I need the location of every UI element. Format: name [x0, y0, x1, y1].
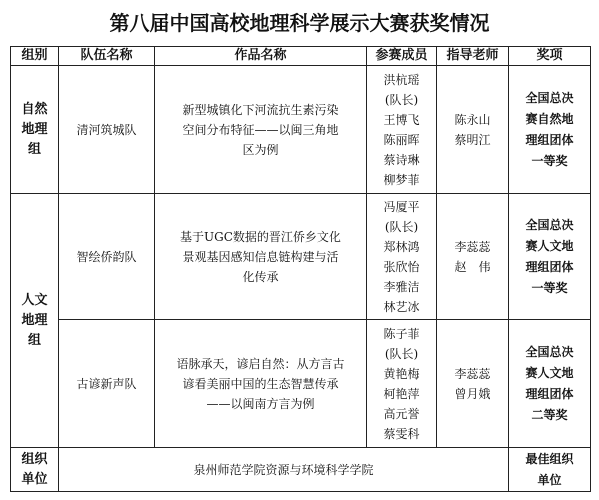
award-table	[10, 46, 591, 492]
member-name: 陈丽晖	[383, 132, 420, 147]
group-cell-natural	[11, 66, 59, 194]
table-row-org	[11, 448, 591, 492]
org-award-cell	[509, 448, 591, 492]
member-name: 王博飞	[383, 112, 420, 127]
member-name: 林艺冰	[383, 299, 420, 314]
teacher-name: 曾月娥	[454, 386, 491, 401]
member-name: 李雅洁	[383, 279, 420, 294]
group-label-org: 组织 单位	[21, 451, 48, 487]
table-row	[11, 194, 591, 320]
award-cell	[509, 320, 591, 448]
work-title: 基于UGC数据的晋江侨乡文化 景观基因感知信息链构建与活 化传承	[180, 229, 341, 284]
org-name-cell: 泉州师范学院资源与环境科学学院	[59, 448, 509, 492]
table-header-row	[11, 47, 591, 66]
member-name: 黄艳梅	[383, 366, 420, 381]
group-label-natural: 自然 地理 组	[21, 101, 48, 157]
award-cell	[509, 66, 591, 194]
org-award-text: 最佳组织 单位	[525, 451, 574, 487]
teacher-name: 赵 伟	[454, 259, 491, 274]
member-name: 陈子菲	[383, 326, 420, 341]
member-role: (队长)	[384, 219, 419, 234]
members-cell	[367, 66, 437, 194]
member-role: (队长)	[384, 92, 419, 107]
header-members: 参赛成员	[367, 47, 437, 66]
award-text: 全国总决 赛人文地 理组团体 一等奖	[525, 217, 574, 295]
member-name: 高元誉	[383, 406, 420, 421]
header-team: 队伍名称	[59, 47, 155, 66]
work-cell	[155, 320, 367, 448]
group-cell-human	[11, 194, 59, 448]
member-name: 柯艳萍	[383, 386, 420, 401]
teachers-cell	[437, 320, 509, 448]
group-cell-org	[11, 448, 59, 492]
teacher-name: 蔡明江	[454, 132, 491, 147]
member-name: 张欣怡	[383, 259, 420, 274]
member-name: 柳梦菲	[383, 172, 420, 187]
work-title: 语脉承天，谚启自然：从方言古 谚看美丽中国的生态智慧传承 ——以闽南方言为例	[176, 356, 345, 411]
work-cell	[155, 66, 367, 194]
member-name: 洪杭瑶	[383, 72, 420, 87]
member-name: 冯厦平	[383, 199, 420, 214]
member-name: 蔡雯科	[383, 426, 420, 441]
member-role: (队长)	[384, 346, 419, 361]
members-cell	[367, 194, 437, 320]
work-title: 新型城镇化下河流抗生素污染 空间分布特征——以闽三角地 区为例	[182, 102, 339, 157]
table-row	[11, 66, 591, 194]
header-teachers: 指导老师	[437, 47, 509, 66]
teacher-name: 李蕊蕊	[454, 239, 491, 254]
members-cell	[367, 320, 437, 448]
group-label-human: 人文 地理 组	[21, 292, 48, 348]
header-group: 组别	[11, 47, 59, 66]
teachers-cell	[437, 66, 509, 194]
team-cell: 清河筑城队	[59, 66, 155, 194]
award-cell	[509, 194, 591, 320]
team-cell: 智绘侨韵队	[59, 194, 155, 320]
member-name: 蔡诗琳	[383, 152, 420, 167]
award-text: 全国总决 赛自然地 理组团体 一等奖	[525, 90, 574, 168]
header-award: 奖项	[509, 47, 591, 66]
award-text: 全国总决 赛人文地 理组团体 二等奖	[525, 344, 574, 422]
header-work: 作品名称	[155, 47, 367, 66]
teachers-cell	[437, 194, 509, 320]
work-cell	[155, 194, 367, 320]
teacher-name: 李蕊蕊	[454, 366, 491, 381]
team-cell: 古谚新声队	[59, 320, 155, 448]
page-title: 第八届中国高校地理科学展示大赛获奖情况	[109, 11, 490, 35]
table-row	[11, 320, 591, 448]
member-name: 郑林鸿	[383, 239, 420, 254]
teacher-name: 陈永山	[454, 112, 491, 127]
